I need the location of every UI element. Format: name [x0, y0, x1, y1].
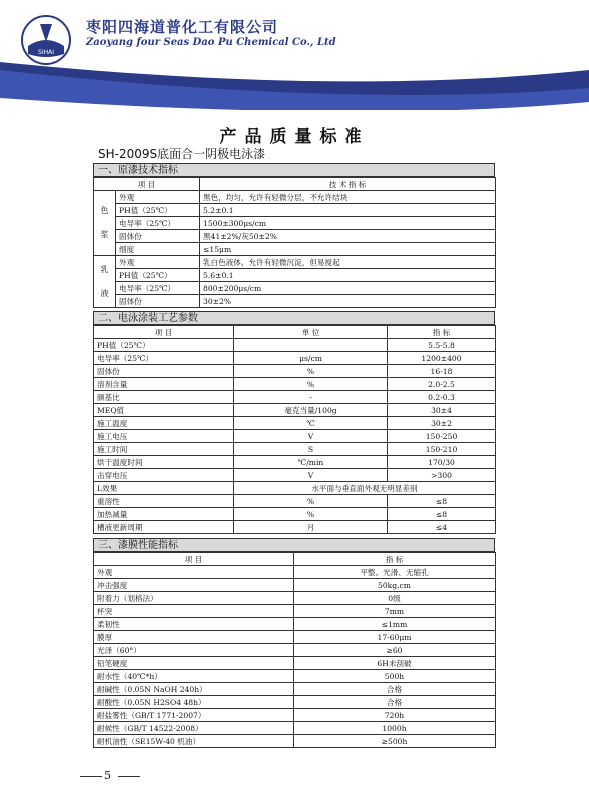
page-number: 5: [104, 769, 111, 782]
item-cell: 外观: [94, 566, 294, 579]
value-cell: %: [234, 365, 388, 378]
item-cell: 颜基比: [94, 391, 234, 404]
value-cell: 平整、光滑、无缩孔: [294, 566, 496, 579]
value-cell: 30±4: [388, 404, 496, 417]
item-cell: 固体份: [94, 365, 234, 378]
table-row: [94, 217, 496, 230]
value-cell: ≤8: [388, 495, 496, 508]
table-row: [94, 191, 496, 204]
table-row: [94, 352, 496, 365]
value-cell: [234, 339, 388, 352]
product-name: SH-2009S底面合一阴极电泳漆: [98, 147, 266, 161]
table-row: [94, 391, 496, 404]
item-cell: 铅笔硬度: [94, 657, 294, 670]
company-logo: [20, 14, 72, 66]
value-cell: 5.5-5.8: [388, 339, 496, 352]
spec-cell: 800±200μs/cm: [200, 282, 496, 295]
col-header-item: 项 目: [94, 326, 234, 339]
spec-cell: 1500±300μs/cm: [200, 217, 496, 230]
item-cell: L效果: [94, 482, 234, 495]
section2-title: 二、电泳涂装工艺参数: [93, 311, 495, 325]
item-cell: PH值（25℃）: [116, 269, 200, 282]
value-cell: 月: [234, 521, 388, 534]
spec-cell: 黑41±2%/灰50±2%: [200, 230, 496, 243]
spec-cell: 黑色，均匀，允许有轻微分层，不允许结块: [200, 191, 496, 204]
page-title: 产品质量标准: [219, 127, 370, 147]
value-cell: 170/30: [388, 456, 496, 469]
value-cell: 1200±400: [388, 352, 496, 365]
value-cell: V: [234, 430, 388, 443]
section1-title: 一、原漆技术指标: [93, 163, 495, 177]
item-cell: 外观: [116, 191, 200, 204]
item-cell: 施工电压: [94, 430, 234, 443]
value-cell: %: [234, 378, 388, 391]
value-cell: 50kg.cm: [294, 579, 496, 592]
value-cell: 1000h: [294, 722, 496, 735]
value-cell: S: [234, 443, 388, 456]
table-row: [94, 365, 496, 378]
table-row: [94, 657, 496, 670]
table-header-row: [94, 553, 496, 566]
film-performance-table: [93, 552, 496, 748]
item-cell: 杯突: [94, 605, 294, 618]
item-cell: 光泽（60°）: [94, 644, 294, 657]
table-row: [94, 230, 496, 243]
item-cell: 施工时间: [94, 443, 234, 456]
table-row: [94, 631, 496, 644]
item-cell: PH值（25℃）: [94, 339, 234, 352]
table-row: [94, 204, 496, 217]
table-row: [94, 339, 496, 352]
logo-text: SIHAI: [38, 49, 54, 56]
process-params-table: [93, 325, 496, 534]
value-cell: 2.0-2.5: [388, 378, 496, 391]
value-cell: ℃/min: [234, 456, 388, 469]
table-row: [94, 722, 496, 735]
group-label-pigment: 色 浆: [94, 191, 116, 256]
item-cell: 耐水性（40℃*h）: [94, 670, 294, 683]
item-cell: 槽液更新周期: [94, 521, 234, 534]
value-cell: 17-60μm: [294, 631, 496, 644]
item-cell: 耐机油性（SE15W-40 机油）: [94, 735, 294, 748]
table-row: [94, 683, 496, 696]
item-cell: 冲击强度: [94, 579, 294, 592]
value-cell: 合格: [294, 683, 496, 696]
value-cell: 150-210: [388, 443, 496, 456]
value-cell: 毫克当量/100g: [234, 404, 388, 417]
item-cell: 溶剂含量: [94, 378, 234, 391]
item-cell: 耐酸性（0.05N H2SO4 48h）: [94, 696, 294, 709]
table-row: [94, 644, 496, 657]
raw-paint-table: [93, 177, 496, 308]
item-cell: 电导率（25℃）: [116, 282, 200, 295]
table-row: [94, 430, 496, 443]
value-cell: 30±2: [388, 417, 496, 430]
item-cell: 烘干温度时间: [94, 456, 234, 469]
spec-cell: 5.6±0.1: [200, 269, 496, 282]
item-cell: 柔韧性: [94, 618, 294, 631]
value-cell: 7mm: [294, 605, 496, 618]
table-row: [94, 295, 496, 308]
table-row: [94, 618, 496, 631]
value-cell: 水平面与垂直面外观无明显差别: [234, 482, 496, 495]
item-cell: 击穿电压: [94, 469, 234, 482]
value-cell: 720h: [294, 709, 496, 722]
item-cell: 耐碱性（0.05N NaOH 240h）: [94, 683, 294, 696]
page-header: [0, 0, 589, 110]
item-cell: 耐候性（GB/T 14522-2008）: [94, 722, 294, 735]
item-cell: 加热减量: [94, 508, 234, 521]
table-row: [94, 378, 496, 391]
table-row: [94, 605, 496, 618]
item-cell: 附着力（划格法）: [94, 592, 294, 605]
value-cell: 合格: [294, 696, 496, 709]
value-cell: V: [234, 469, 388, 482]
table-row: [94, 696, 496, 709]
value-cell: 16-18: [388, 365, 496, 378]
table-row: [94, 592, 496, 605]
value-cell: ℃: [234, 417, 388, 430]
value-cell: ≥500h: [294, 735, 496, 748]
group-label-emulsion: 乳 液: [94, 256, 116, 308]
table-row: [94, 417, 496, 430]
table-row: [94, 508, 496, 521]
value-cell: 150-250: [388, 430, 496, 443]
value-cell: μs/cm: [234, 352, 388, 365]
table-row: [94, 443, 496, 456]
table-row: [94, 482, 496, 495]
item-cell: 电导率（25℃）: [94, 352, 234, 365]
item-cell: 施工温度: [94, 417, 234, 430]
value-cell: 6H未刮破: [294, 657, 496, 670]
value-cell: ≥60: [294, 644, 496, 657]
item-cell: 重溶性: [94, 495, 234, 508]
item-cell: 电导率（25℃）: [116, 217, 200, 230]
table-row: [94, 269, 496, 282]
value-cell: ≤1mm: [294, 618, 496, 631]
spec-cell: 乳白色液体，允许有轻微沉淀，但易搅起: [200, 256, 496, 269]
table-row: [94, 404, 496, 417]
table-row: [94, 256, 496, 269]
spec-cell: 30±2%: [200, 295, 496, 308]
table-row: [94, 469, 496, 482]
value-cell: ≤4: [388, 521, 496, 534]
table-row: [94, 243, 496, 256]
item-cell: 耐盐雾性（GB/T 1771-2007）: [94, 709, 294, 722]
value-cell: -: [234, 391, 388, 404]
item-cell: 细度: [116, 243, 200, 256]
table-row: [94, 456, 496, 469]
table-header-row: [94, 178, 496, 191]
col-header-spec: 技 术 指 标: [200, 178, 496, 191]
item-cell: PH值（25℃）: [116, 204, 200, 217]
table-row: [94, 709, 496, 722]
value-cell: 500h: [294, 670, 496, 683]
value-cell: ≤8: [388, 508, 496, 521]
footer-rule-right: [118, 776, 140, 777]
table-header-row: [94, 326, 496, 339]
col-header-value: 指 标: [388, 326, 496, 339]
spec-cell: 5.2±0.1: [200, 204, 496, 217]
value-cell: %: [234, 495, 388, 508]
item-cell: 固体份: [116, 230, 200, 243]
value-cell: >300: [388, 469, 496, 482]
col-header-unit: 单 位: [234, 326, 388, 339]
company-name-cn: 枣阳四海道普化工有限公司: [86, 18, 279, 36]
table-row: [94, 735, 496, 748]
table-row: [94, 579, 496, 592]
table-row: [94, 521, 496, 534]
value-cell: %: [234, 508, 388, 521]
footer-rule-left: [80, 776, 102, 777]
item-cell: 外观: [116, 256, 200, 269]
company-name-en: Zaoyang four Seas Dao Pu Chemical Co., Ltd: [86, 37, 336, 48]
value-cell: 0.2-0.3: [388, 391, 496, 404]
item-cell: 膜厚: [94, 631, 294, 644]
table-row: [94, 670, 496, 683]
item-cell: MEQ值: [94, 404, 234, 417]
spec-cell: ≤15μm: [200, 243, 496, 256]
col-header-item: 项 目: [94, 178, 200, 191]
col-header-value: 指 标: [294, 553, 496, 566]
section3-title: 三、漆膜性能指标: [93, 538, 495, 552]
table-row: [94, 282, 496, 295]
col-header-item: 项 目: [94, 553, 294, 566]
table-row: [94, 566, 496, 579]
item-cell: 固体份: [116, 295, 200, 308]
table-row: [94, 495, 496, 508]
value-cell: 0级: [294, 592, 496, 605]
